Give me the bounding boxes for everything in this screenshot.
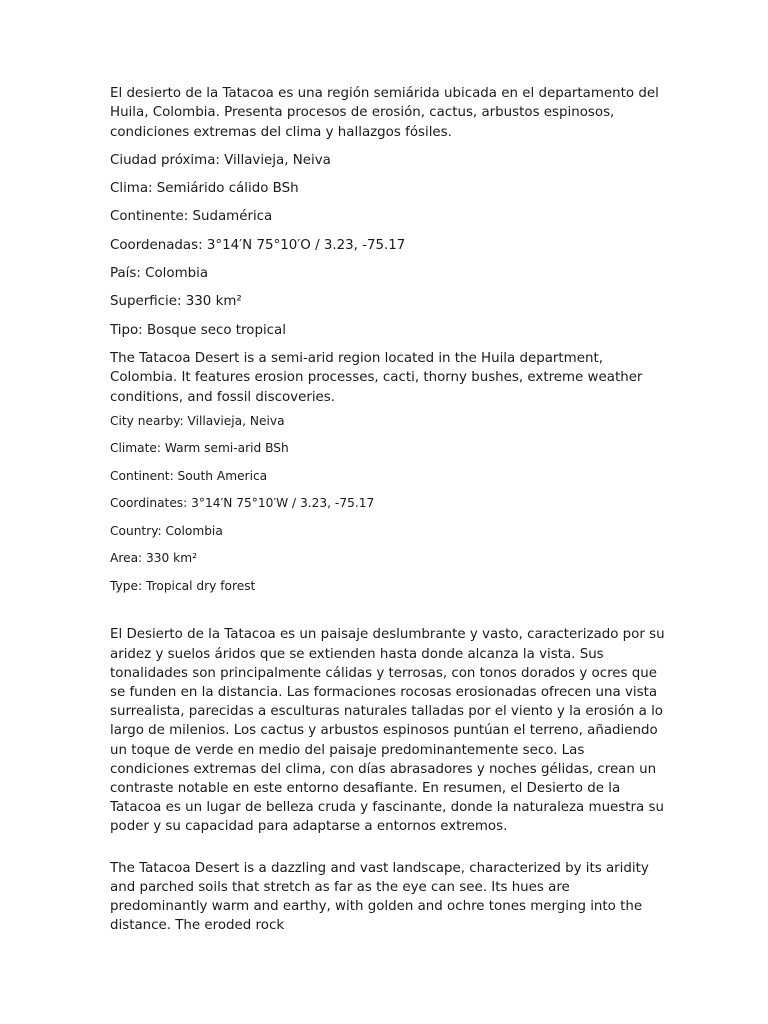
fact-en-climate: Climate: Warm semi-arid BSh [110, 441, 289, 456]
spanish-intro-paragraph: El desierto de la Tatacoa es una región semiárida ubicada en el departamento del Huila, Colombia. Presenta procesos de erosión, cactus, arbustos espinosos, condiciones extremas del clima y hallazgos fósiles. [110, 86, 659, 140]
fact-es-area: Superficie: 330 km² [110, 294, 242, 310]
fact-es-country: País: Colombia [110, 266, 209, 282]
fact-en-continent: Continent: South America [110, 468, 268, 483]
fact-es-coordinates: Coordenadas: 3°14′N 75°10′O / 3.23, -75.17 [110, 237, 406, 253]
fact-en-coordinates: Coordinates: 3°14′N 75°10′W / 3.23, -75.17 [110, 496, 375, 511]
fact-en-nearby-city: City nearby: Villavieja, Neiva [110, 413, 285, 428]
paragraph-spacer [110, 837, 665, 859]
fact-es-continent: Continente: Sudamérica [110, 209, 273, 225]
fact-es-type: Tipo: Bosque seco tropical [110, 322, 286, 338]
english-description-paragraph: The Tatacoa Desert is a dazzling and vast landscape, characterized by its aridity and parched soils that stretch as far as the eye can see. Its hues are predominantly warm and earthy, with golden and ochre tones merging into the distance. The eroded rock [110, 860, 649, 934]
spanish-description-paragraph: El Desierto de la Tatacoa es un paisaje deslumbrante y vasto, caracterizado por su aridez y suelos áridos que se extienden hasta donde alcanza la vista. Sus tonalidades son principalmente cálidas y terrosas, con tonos dorados y ocres que se funden en la distancia. Las formaciones rocosas erosionadas ofrecen una vista surrealista, parecidas a esculturas naturales talladas por el viento y la erosión a lo largo de milenios. Los cactus y arbustos espinosos puntúan el terreno, añadiendo un toque de verde en medio del paisaje predominantemente seco. Las condiciones extremas del clima, con días abrasadores y noches gélidas, crean un contraste notable en este entorno desafiante. En resumen, el Desierto de la Tatacoa es un lugar de belleza cruda y fascinante, donde la naturaleza muestra su poder y su capacidad para adaptarse a entornos extremos. [110, 627, 665, 835]
fact-en-country: Country: Colombia [110, 523, 223, 538]
fact-en-area: Area: 330 km² [110, 551, 197, 566]
paragraph-spacer [110, 605, 665, 625]
fact-en-type: Type: Tropical dry forest [110, 578, 256, 593]
fact-es-climate: Clima: Semiárido cálido BSh [110, 181, 299, 197]
document-page [110, 84, 665, 935]
fact-es-nearby-city: Ciudad próxima: Villavieja, Neiva [110, 152, 331, 168]
english-intro-paragraph: The Tatacoa Desert is a semi-arid region located in the Huila department, Colombia. It features erosion processes, cacti, thorny bushes, extreme weather conditions, and fossil discoveries. [110, 350, 643, 405]
